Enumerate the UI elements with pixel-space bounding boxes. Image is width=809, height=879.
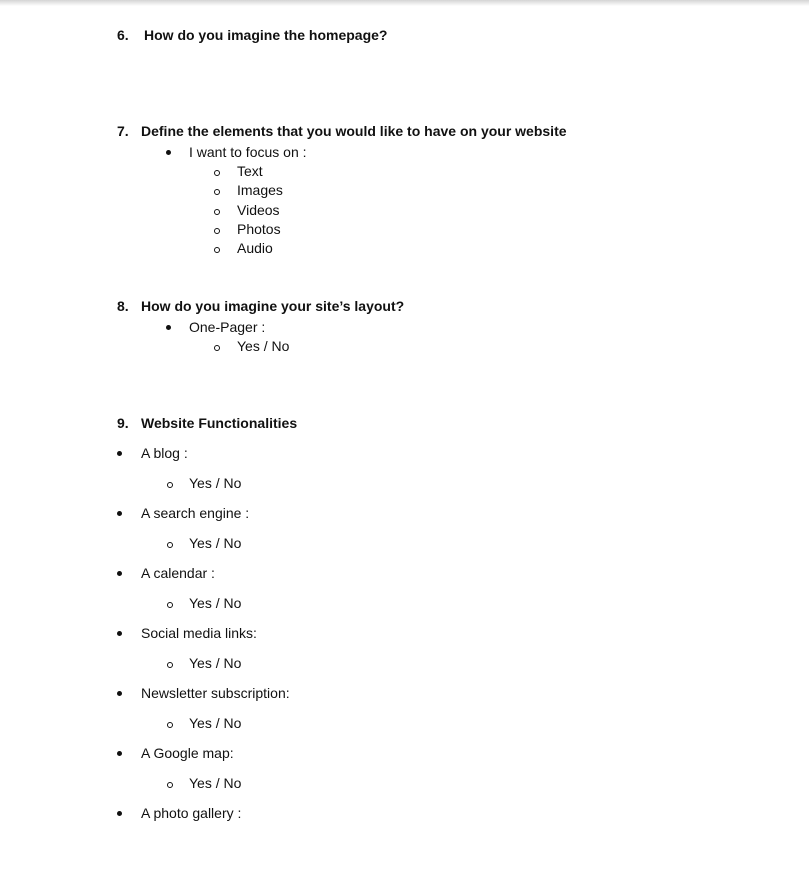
q9-item-label: A photo gallery :	[141, 805, 242, 821]
q9-item-label: A calendar :	[141, 565, 215, 581]
circle-bullet-icon	[214, 189, 220, 195]
circle-bullet-icon	[214, 228, 220, 234]
bullet-icon	[117, 571, 122, 576]
circle-bullet-icon	[167, 482, 173, 488]
q8-answer: Yes / No	[237, 338, 290, 354]
q8-number: 8.	[117, 298, 129, 314]
circle-bullet-icon	[214, 209, 220, 215]
q7-option: Photos	[237, 221, 281, 237]
bullet-icon	[117, 511, 122, 516]
bullet-icon	[117, 631, 122, 636]
q8-title: How do you imagine your site’s layout?	[141, 298, 405, 314]
q9-item-label: A search engine :	[141, 505, 250, 521]
bullet-icon	[117, 811, 122, 816]
q9-number: 9.	[117, 415, 129, 431]
q9-item-label: Newsletter subscription:	[141, 685, 290, 701]
circle-bullet-icon	[167, 782, 173, 788]
circle-bullet-icon	[167, 542, 173, 548]
q9-item-label: Social media links:	[141, 625, 257, 641]
q6-title: How do you imagine the homepage?	[144, 27, 388, 43]
circle-bullet-icon	[214, 170, 220, 176]
circle-bullet-icon	[167, 722, 173, 728]
q9-item-answer: Yes / No	[189, 715, 242, 731]
q7-option: Videos	[237, 202, 280, 218]
q7-option: Images	[237, 182, 283, 198]
q9-item-answer: Yes / No	[189, 475, 242, 491]
bullet-icon	[166, 150, 171, 155]
q9-item-label: A blog :	[141, 445, 188, 461]
circle-bullet-icon	[167, 602, 173, 608]
q9-title: Website Functionalities	[141, 415, 298, 431]
q7-title: Define the elements that you would like to have on your website	[141, 123, 567, 139]
bullet-icon	[117, 691, 122, 696]
q7-option: Audio	[237, 240, 273, 256]
circle-bullet-icon	[214, 345, 220, 351]
q9-item-answer: Yes / No	[189, 535, 242, 551]
q9-item-answer: Yes / No	[189, 775, 242, 791]
circle-bullet-icon	[214, 247, 220, 253]
q9-item-answer: Yes / No	[189, 655, 242, 671]
q7-bullet: I want to focus on :	[189, 144, 307, 160]
bullet-icon	[117, 451, 122, 456]
q9-item-answer: Yes / No	[189, 595, 242, 611]
q7-number: 7.	[117, 123, 129, 139]
page-top-shadow	[0, 0, 809, 6]
q9-item-label: A Google map:	[141, 745, 234, 761]
q6-number: 6.	[117, 27, 129, 43]
q8-bullet: One-Pager :	[189, 319, 266, 335]
circle-bullet-icon	[167, 662, 173, 668]
bullet-icon	[117, 751, 122, 756]
q7-option: Text	[237, 163, 263, 179]
bullet-icon	[166, 325, 171, 330]
